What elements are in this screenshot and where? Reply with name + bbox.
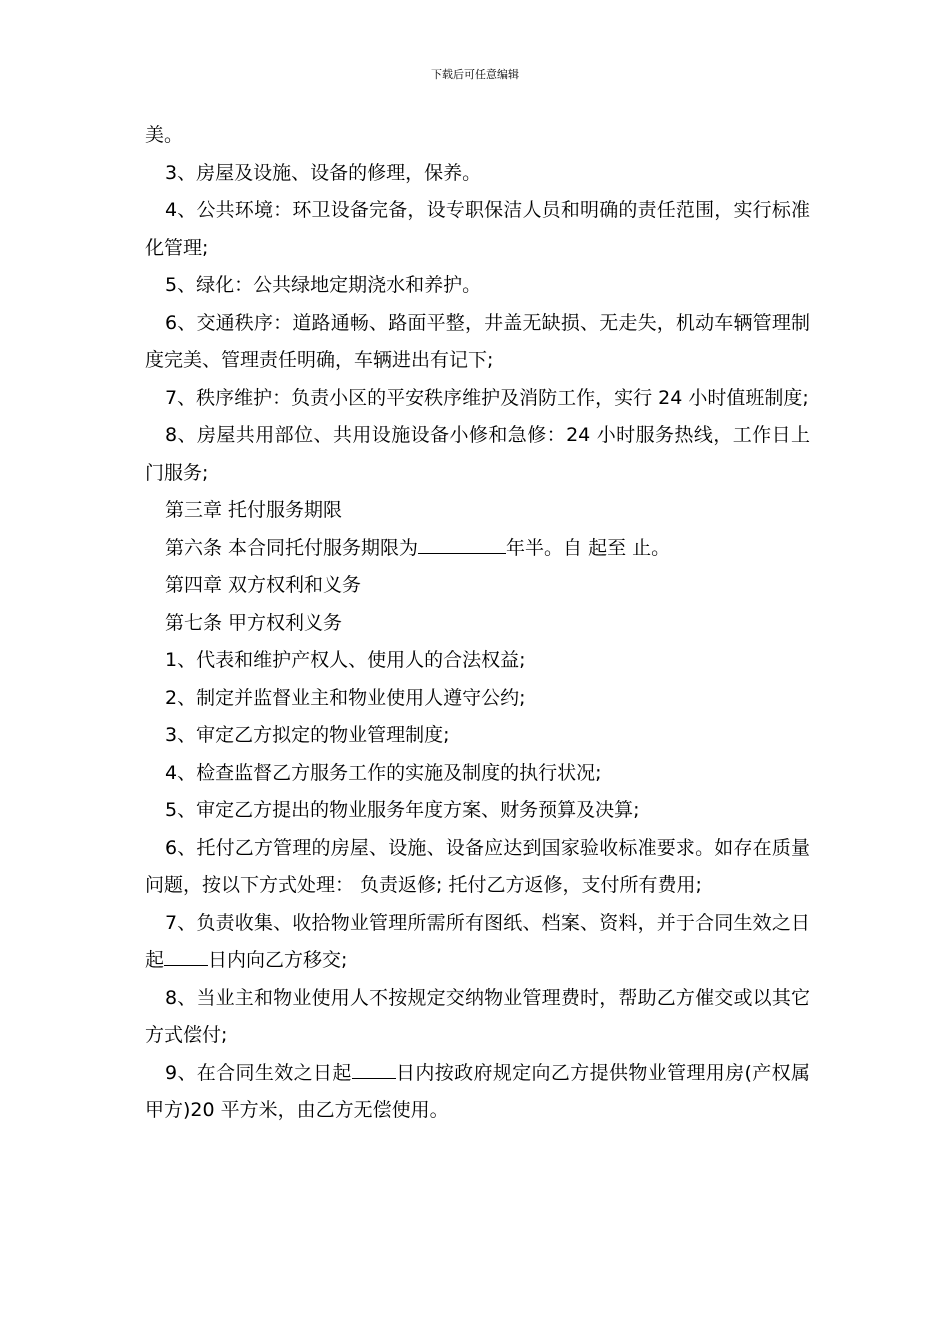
paragraph [145, 530, 810, 568]
paragraph-text-before: 7、负责收集、收拾物业管理所需所有图纸、档案、资料，并于合同生效之日起 [145, 911, 810, 971]
paragraph-text: 第七条 甲方权利义务 [165, 611, 343, 634]
paragraph-text: 1、代表和维护产权人、使用人的合法权益; [165, 649, 526, 671]
paragraph [145, 117, 810, 155]
paragraph-text: 4、公共环境：环卫设备完备，设专职保洁人员和明确的责任范围，实行标准化管理; [145, 199, 810, 259]
paragraph [145, 417, 810, 492]
paragraph-text-before: 9、在合同生效之日起 [165, 1061, 352, 1084]
paragraph [145, 792, 810, 830]
paragraph-text: 5、审定乙方提出的物业服务年度方案、财务预算及决算; [165, 799, 640, 821]
paragraph-text: 美。 [145, 124, 184, 146]
paragraph-text-before: 第六条 本合同托付服务期限为 [165, 536, 419, 559]
fill-in-blank [352, 1059, 396, 1079]
paragraph [145, 567, 810, 605]
paragraph-text: 5、绿化：公共绿地定期浇水和养护。 [165, 274, 482, 296]
paragraph-text: 第四章 双方权利和义务 [165, 574, 362, 596]
paragraph [145, 267, 810, 305]
paragraph [145, 605, 810, 643]
paragraph-text: 3、审定乙方拟定的物业管理制度; [165, 724, 450, 746]
paragraph-text: 8、房屋共用部位、共用设施设备小修和急修：24 小时服务热线，工作日上门服务; [145, 424, 810, 484]
paragraph-text: 第三章 托付服务期限 [165, 499, 343, 521]
paragraph [145, 192, 810, 267]
paragraph [145, 305, 810, 380]
fill-in-blank [164, 946, 208, 966]
paragraph [145, 755, 810, 793]
paragraph [145, 642, 810, 680]
paragraph-text: 7、秩序维护：负责小区的平安秩序维护及消防工作，实行 24 小时值班制度; [165, 386, 809, 409]
paragraph-text: 3、房屋及设施、设备的修理，保养。 [165, 161, 482, 184]
paragraph-text: 8、当业主和物业使用人不按规定交纳物业管理费时，帮助乙方催交或以其它方式偿付; [145, 986, 810, 1046]
paragraph-text: 4、检查监督乙方服务工作的实施及制度的执行状况; [165, 761, 602, 784]
paragraph [145, 1055, 810, 1130]
paragraph [145, 380, 810, 418]
document-body [145, 117, 810, 1130]
fill-in-blank [418, 534, 506, 554]
paragraph-text-after: 日内向乙方移交; [208, 949, 348, 971]
paragraph [145, 680, 810, 718]
paragraph-text: 6、托付乙方管理的房屋、设施、设备应达到国家验收标准要求。如存在质量问题，按以下方式处理： 负责返修; 托付乙方返修，支付所有费用; [145, 836, 810, 896]
paragraph [145, 155, 810, 193]
paragraph-text: 2、制定并监督业主和物业使用人遵守公约; [165, 686, 526, 709]
paragraph [145, 905, 810, 980]
paragraph [145, 717, 810, 755]
paragraph-text-after: 年半。自 起至 止。 [506, 536, 671, 559]
paragraph-text: 6、交通秩序：道路通畅、路面平整，井盖无缺损、无走失，机动车辆管理制度完美、管理责任明确，车辆进出有记下; [145, 311, 810, 371]
paragraph [145, 830, 810, 905]
paragraph [145, 980, 810, 1055]
paragraph [145, 492, 810, 530]
page-header: 下载后可任意编辑 [431, 68, 519, 81]
paragraph-text-after: 日内按政府规定向乙方提供物业管理用房(产权属甲方)20 平方米，由乙方无偿使用。 [145, 1061, 810, 1121]
